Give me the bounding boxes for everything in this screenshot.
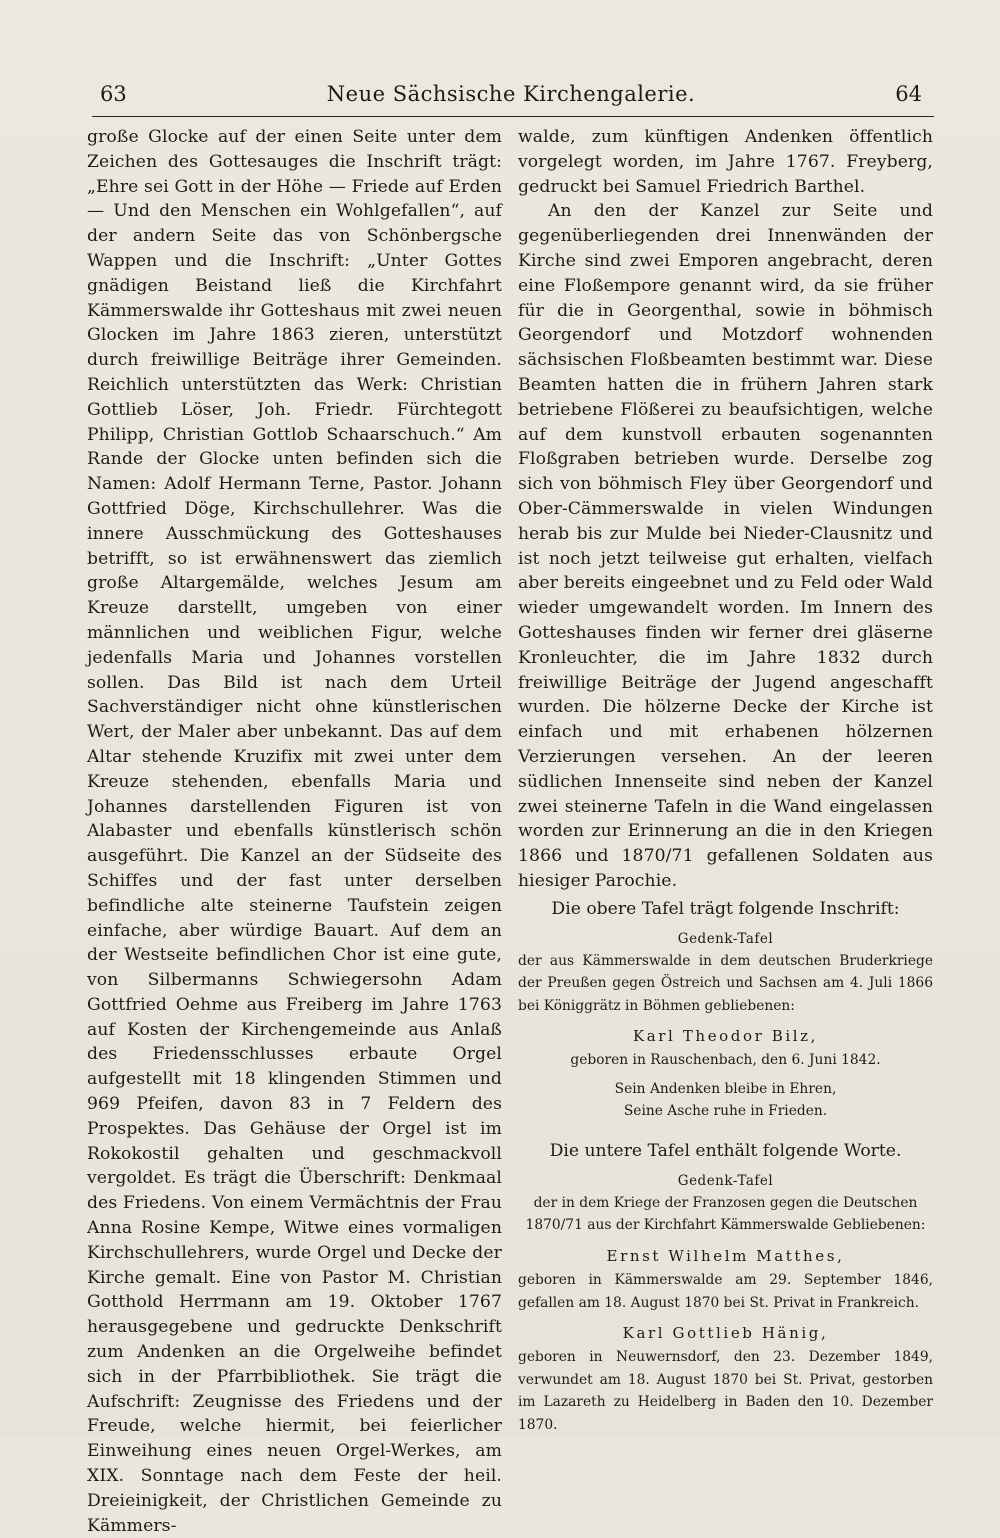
- running-title: Neue Sächsische Kirchengalerie.: [326, 82, 696, 106]
- header-rule: [92, 116, 934, 117]
- tablet-1-label: Gedenk-Tafel: [677, 930, 774, 947]
- right-column: [518, 125, 933, 1437]
- right-paragraph-2: An den der Kanzel zur Seite und gegenüberliegenden drei Innenwänden der Kirche sind zwei Emporen angebracht, deren eine Floßempore genannt wird, da sie früher für die in Georgenthal, sowie in böhmisch Georgendorf und Motzdorf wohnenden sächsischen Floßbeamten bestimmt war. Diese Beamten hatten die in frühern Jahren stark betriebene Flößerei zu beaufsichtigen, welche auf dem kunstvoll erbauten sogenannten Floßgraben betrieben wurde. Derselbe zog sich von böhmisch Fley über Georgendorf und Ober-Cämmerswalde in vielen Windungen herab bis zur Mulde bei Nieder-Clausnitz und ist noch jetzt teilweise gut erhalten, vielfach aber bereits eingeebnet und zu Feld oder Wald wieder umgewandelt worden. Im Innern des Gotteshauses finden wir ferner drei gläserne Kronleuchter, die im Jahre 1832 durch freiwillige Beiträge der Jugend angeschafft wurden. Die hölzerne Decke der Kirche ist einfach und mit erhabenen hölzernen Verzierungen versehen. An der leeren südlichen Innenseite sind neben der Kanzel zwei steinerne Tafeln in die Wand eingelassen worden zur Erinnerung an die in den Kriegen 1866 und 1870/71 gefallenen Soldaten aus hiesiger Parochie.: [518, 201, 933, 891]
- tablet-1-detail: geboren in Rauschenbach, den 6. Juni 1842.: [570, 1052, 881, 1069]
- right-paragraph-1: walde, zum künftigen Andenken öffentlich vorgelegt worden, im Jahre 1767. Freyberg, gedruckt bei Samuel Friedrich Barthel.: [518, 127, 933, 197]
- left-column: [87, 125, 502, 1538]
- tablet-2-name-2: Karl Gottlieb Hänig,: [622, 1324, 829, 1343]
- tablet-1-text: der aus Kämmerswalde in dem deutschen Bruderkriege der Preußen gegen Östreich und Sachsen am 4. Juli 1866 bei Königgrätz in Böhmen gebliebenen:: [518, 952, 933, 1014]
- tablet-2-text: der in dem Kriege der Franzosen gegen die Deutschen 1870/71 aus der Kirchfahrt Kämmerswalde Gebliebenen:: [525, 1194, 926, 1234]
- tablet-2-name-1: Ernst Wilhelm Matthes,: [606, 1247, 845, 1266]
- tablet-2-label: Gedenk-Tafel: [677, 1172, 774, 1189]
- tablet-2-detail-1: geboren in Kämmerswalde am 29. September 1846, gefallen am 18. August 1870 bei St. Privat in Frankreich.: [518, 1272, 933, 1311]
- tablet-1-motto-2: Seine Asche ruhe in Frieden.: [623, 1103, 828, 1120]
- tablet-2-detail-2: geboren in Neuwernsdorf, den 23. Dezember 1849, verwundet am 18. August 1870 bei St. Privat, gestorben im Lazareth zu Heidelberg in Baden den 10. Dezember 1870.: [518, 1349, 933, 1434]
- tablet-inscription-1: [518, 897, 933, 1123]
- left-column-text: große Glocke auf der einen Seite unter dem Zeichen des Gottesauges die Inschrift trägt: „Ehre sei Gott in der Höhe — Friede auf Erden — Und den Menschen ein Wohlgefallen“, auf der andern Seite das von Schönbergsche Wappen und die Inschrift: „Unter Gottes gnädigen Beistand ließ die Kirchfahrt Kämmerswalde ihr Gotteshaus mit zwei neuen Glocken im Jahre 1863 zieren, unterstützt durch freiwillige Beiträge ihrer Gemeinden. Reichlich unterstützten das Werk: Christian Gottlieb Löser, Joh. Friedr. Fürchtegott Philipp, Christian Gottlob Schaarschuch.“ Am Rande der Glocke unten befinden sich die Namen: Adolf Hermann Terne, Pastor. Johann Gottfried Döge, Kirchschullehrer. Was die innere Ausschmückung des Gotteshauses betrifft, so ist erwähnenswert das ziemlich große Altargemälde, welches Jesum am Kreuze darstellt, umgeben von einer männlichen und weiblichen Figur, welche jedenfalls Maria und Johannes vorstellen sollen. Das Bild ist nach dem Urteil Sachverständiger nicht ohne künstlerischen Wert, der Maler aber unbekannt. Das auf dem Altar stehende Kruzifix mit zwei unter dem Kreuze stehenden, ebenfalls Maria und Johannes darstellenden Figuren ist von Alabaster und ebenfalls künstlerisch schön ausgeführt. Die Kanzel an der Südseite des Schiffes und der fast unter derselben befindliche alte steinerne Taufstein zeigen einfache, aber würdige Bauart. Auf dem an der Westseite befindlichen Chor ist eine gute, von Silbermanns Schwiegersohn Adam Gottfried Oehme aus Freiberg im Jahre 1763 auf Kosten der Kirchengemeinde aus Anlaß des Friedensschlusses erbaute Orgel aufgestellt mit 18 klingenden Stimmen und 969 Pfeifen, davon 83 in 7 Feldern des Prospektes. Das Gehäuse der Orgel ist im Rokokostil gehalten und geschmackvoll vergoldet. Es trägt die Überschrift: Denkmaal des Friedens. Von einem Vermächtnis der Frau Anna Rosine Kempe, Witwe eines vormaligen Kirchschullehrers, wurde Orgel und Decke der Kirche gemalt. Eine von Pastor M. Christian Gotthold Herrmann am 19. Oktober 1767 herausgegebene und gedruckte Denkschrift zum Andenken an die Orgelweihe befindet sich in der Pfarrbibliothek. Sie trägt die Aufschrift: Zeugnisse des Friedens und der Freude, welche hiermit, bei feierlicher Einweihung eines neuen Orgel-Werkes, am XIX. Sonntage nach dem Feste der heil. Dreieinigkeit, der Christlichen Gemeinde zu Kämmers-: [87, 127, 502, 1536]
- tablet-1-name: Karl Theodor Bilz,: [632, 1027, 819, 1046]
- tablet-1-intro: Die obere Tafel trägt folgende Inschrift:: [551, 898, 900, 919]
- running-head: [100, 82, 922, 112]
- page-number-right: 64: [895, 82, 922, 106]
- tablet-1-motto-1: Sein Andenken bleibe in Ehren,: [614, 1080, 837, 1097]
- page-number-left: 63: [100, 82, 127, 106]
- tablet-2-intro: Die untere Tafel enthält folgende Worte.: [549, 1141, 902, 1162]
- tablet-inscription-2: [518, 1139, 933, 1437]
